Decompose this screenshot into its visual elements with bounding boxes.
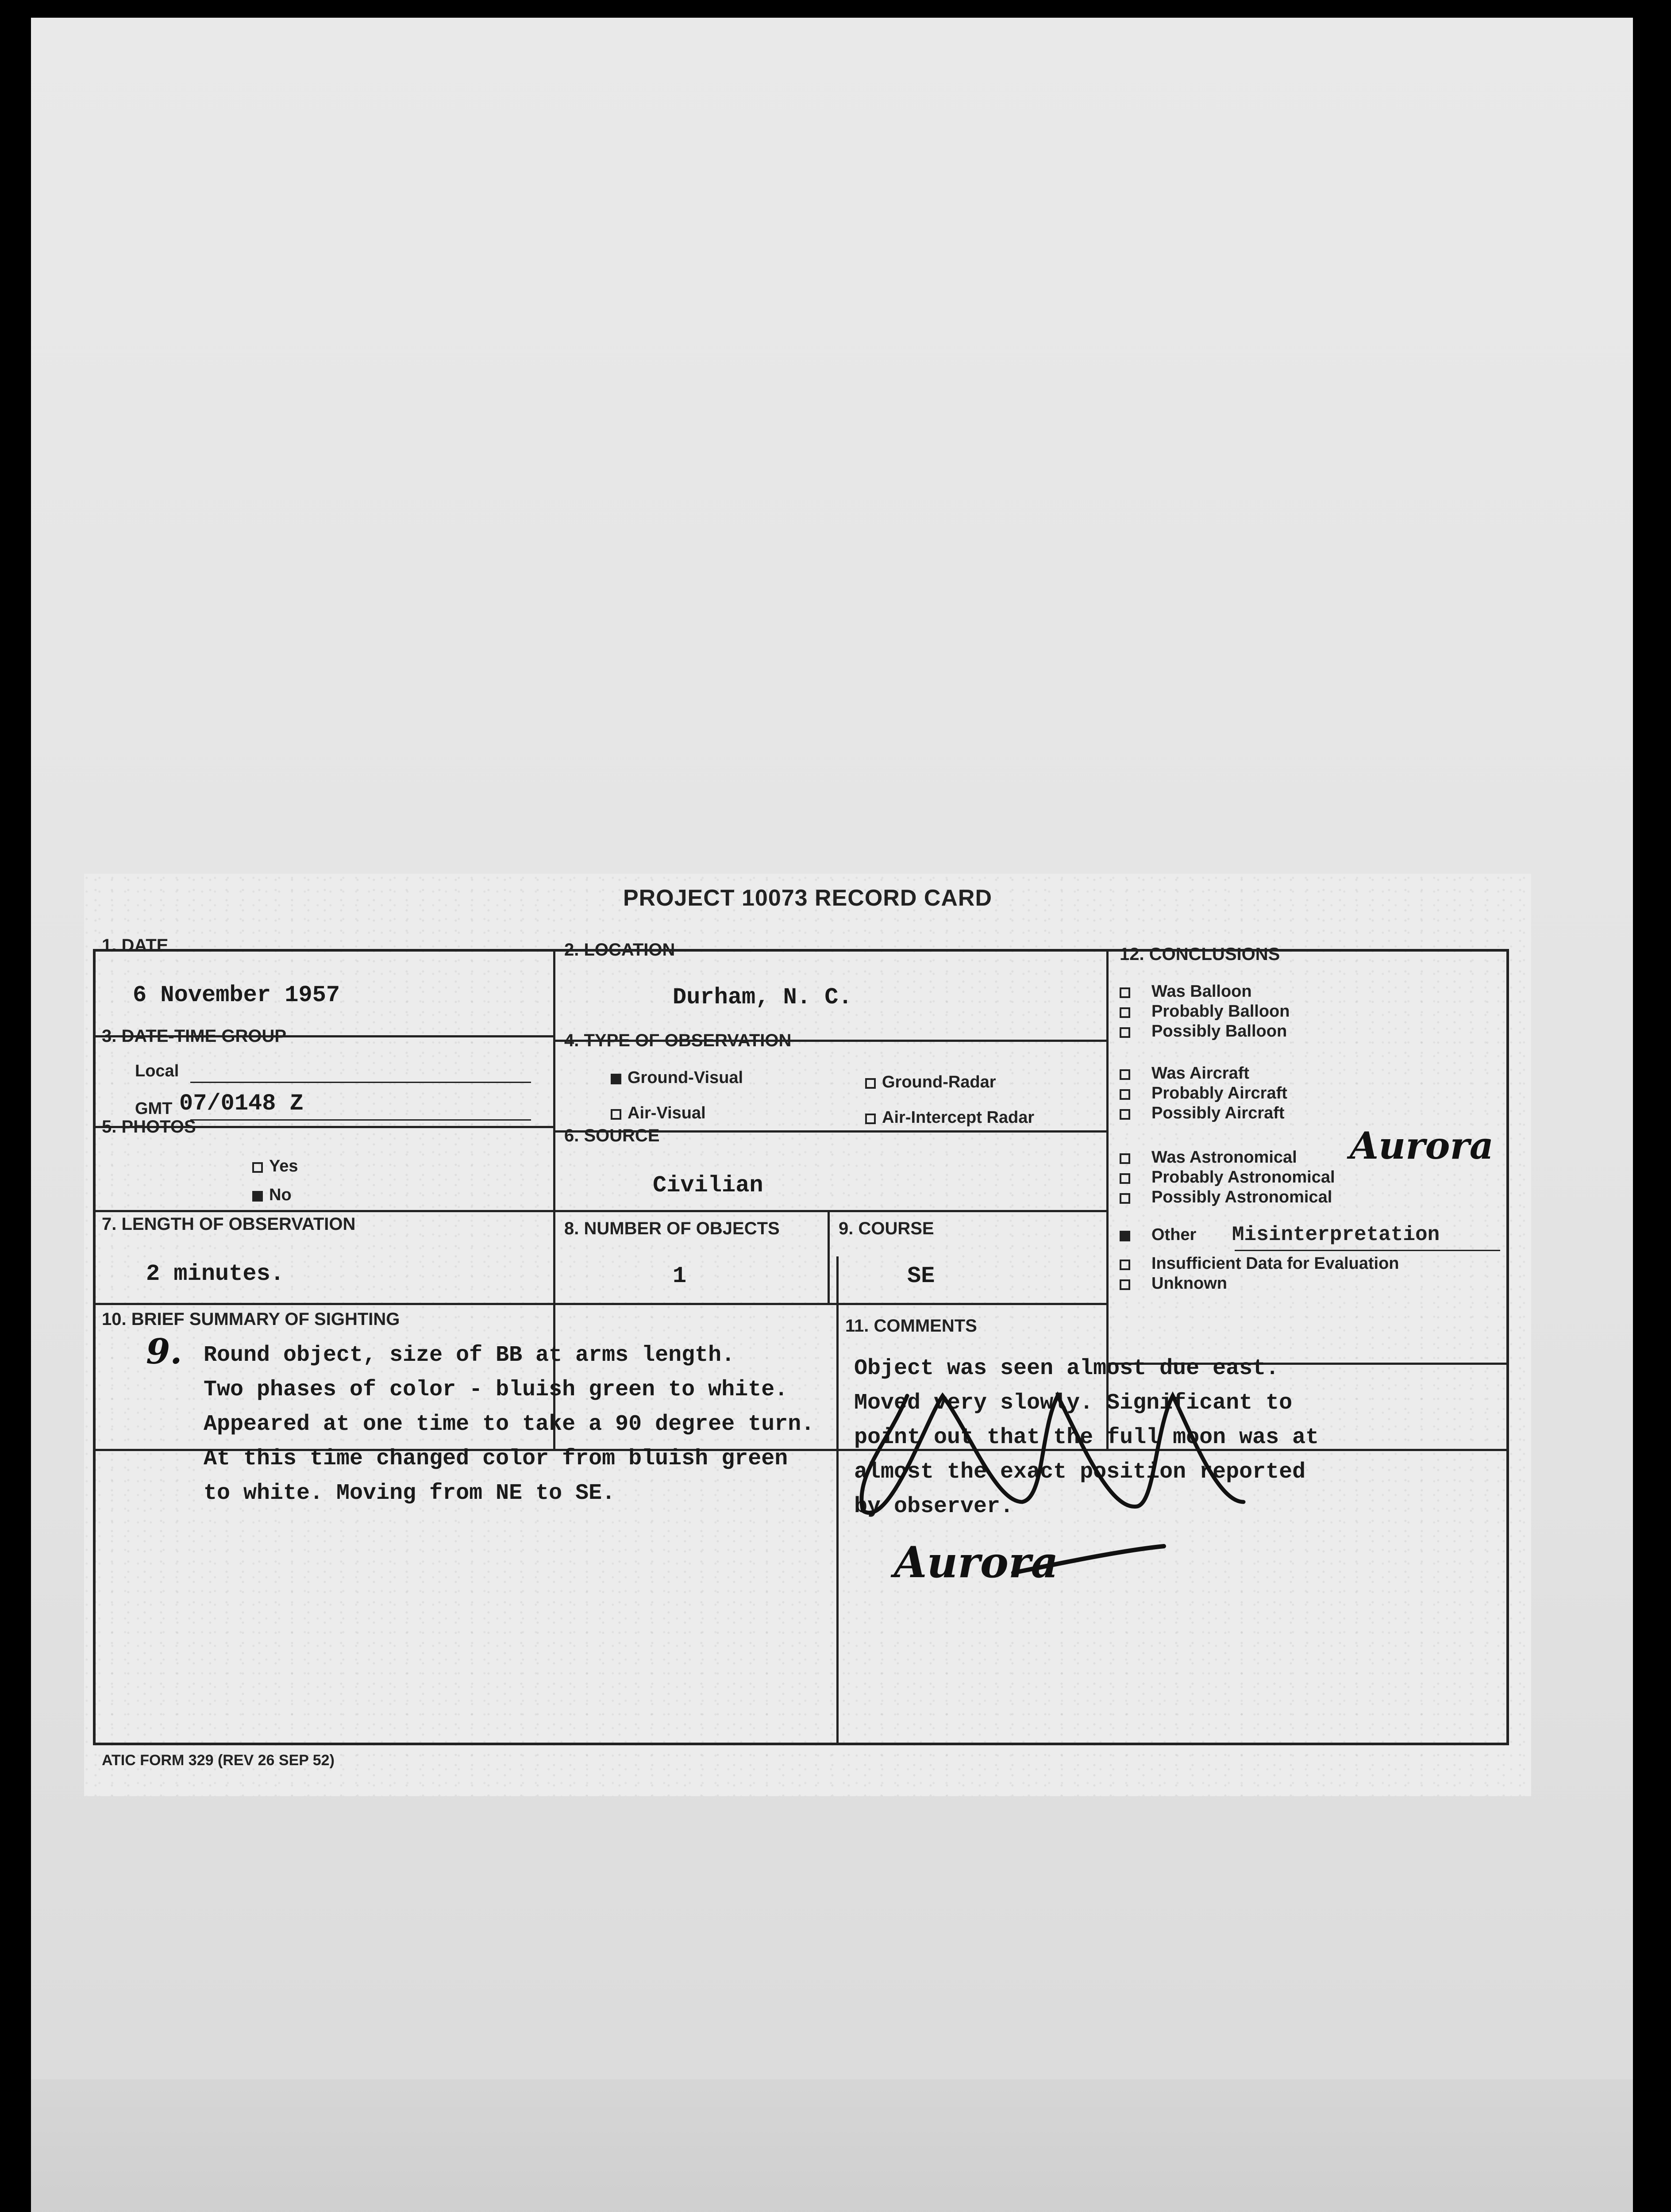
number-of-objects-label: 8. NUMBER OF OBJECTS <box>564 1219 780 1238</box>
date-time-group-label: 3. DATE-TIME GROUP <box>102 1026 287 1046</box>
checkbox <box>1120 1153 1130 1164</box>
conclusion-probably-aircraft: Probably Aircraft <box>1120 1084 1287 1103</box>
checkbox <box>865 1078 876 1089</box>
divider <box>93 1303 1106 1305</box>
card-title: PROJECT 10073 RECORD CARD <box>623 885 993 911</box>
checkbox <box>1120 1231 1130 1241</box>
conclusion-was-aircraft: Was Aircraft <box>1120 1064 1249 1083</box>
location-label: 2. LOCATION <box>564 940 675 960</box>
option-ground-radar: Ground-Radar <box>865 1073 996 1092</box>
course-label: 9. COURSE <box>839 1219 934 1238</box>
summary-margin-mark: 9. <box>146 1332 182 1372</box>
local-label: Local <box>135 1062 179 1080</box>
checkbox <box>1120 1069 1130 1080</box>
checkbox <box>1120 1089 1130 1100</box>
gmt-underline <box>190 1119 531 1121</box>
date-label: 1. DATE <box>102 936 169 955</box>
conclusion-possibly-astronomical: Possibly Astronomical <box>1120 1188 1332 1207</box>
option-air-visual: Air-Visual <box>611 1104 706 1123</box>
comments-line: Moved very slowly. Significant to <box>854 1390 1293 1416</box>
checkbox <box>1120 1173 1130 1184</box>
summary-line: At this time changed color from bluish green <box>204 1446 788 1471</box>
date-value: 6 November 1957 <box>133 982 340 1008</box>
brief-summary-label: 10. BRIEF SUMMARY OF SIGHTING <box>102 1310 400 1329</box>
checkbox <box>1120 1279 1130 1290</box>
checkbox <box>611 1074 621 1084</box>
summary-line: to white. Moving from NE to SE. <box>204 1481 616 1506</box>
checkbox <box>1120 1027 1130 1038</box>
source-value: Civilian <box>653 1172 763 1198</box>
comments-line: point out that the full moon was at <box>854 1425 1319 1450</box>
comments-line: by observer. <box>854 1494 1014 1519</box>
source-label: 6. SOURCE <box>564 1126 660 1145</box>
option-air-intercept-radar: Air-Intercept Radar <box>865 1108 1034 1127</box>
number-of-objects-value: 1 <box>673 1263 687 1289</box>
checkbox <box>1120 1260 1130 1270</box>
handwritten-scribble-marks <box>836 1343 1478 1617</box>
conclusions-label: 12. CONCLUSIONS <box>1120 945 1280 964</box>
length-of-observation-label: 7. LENGTH OF OBSERVATION <box>102 1214 356 1234</box>
record-card <box>84 874 1531 1796</box>
gmt-label: GMT <box>135 1099 173 1118</box>
page-lower-strip <box>31 2079 1633 2212</box>
local-underline <box>190 1082 531 1083</box>
divider <box>828 1210 830 1303</box>
photos-yes-option: Yes <box>252 1157 298 1176</box>
conclusion-possibly-balloon: Possibly Balloon <box>1120 1022 1287 1041</box>
conclusion-unknown: Unknown <box>1120 1274 1227 1293</box>
comments-line: Object was seen almost due east. <box>854 1356 1279 1381</box>
conclusion-other-note: Misinterpretation <box>1232 1223 1440 1246</box>
comments-handwritten-note: Aurora <box>894 1537 1059 1587</box>
checkbox <box>1120 1109 1130 1120</box>
summary-line: Appeared at one time to take a 90 degree turn. <box>204 1412 815 1437</box>
comments-line: almost the exact position reported <box>854 1459 1306 1485</box>
divider <box>93 1210 1106 1212</box>
checkbox <box>1120 1007 1130 1018</box>
summary-line: Two phases of color - bluish green to white. <box>204 1377 788 1402</box>
conclusions-handwritten-note: Aurora <box>1350 1124 1494 1167</box>
conclusion-other: Other Misinterpretation <box>1120 1223 1440 1246</box>
length-of-observation-value: 2 minutes. <box>146 1261 285 1287</box>
conclusion-possibly-aircraft: Possibly Aircraft <box>1120 1104 1285 1123</box>
photos-no-option: No <box>252 1186 292 1205</box>
conclusion-probably-astronomical: Probably Astronomical <box>1120 1168 1335 1187</box>
option-ground-visual: Ground-Visual <box>611 1068 743 1087</box>
brief-summary-text <box>204 1338 814 1511</box>
conclusion-insufficient-data: Insufficient Data for Evaluation <box>1120 1254 1399 1273</box>
comments-label: 11. COMMENTS <box>845 1316 977 1336</box>
summary-line: Round object, size of BB at arms length. <box>204 1343 735 1368</box>
checkbox <box>865 1114 876 1124</box>
checkbox <box>611 1109 621 1120</box>
checkbox <box>252 1162 263 1173</box>
checkbox <box>252 1191 263 1202</box>
photos-label: 5. PHOTOS <box>102 1117 196 1137</box>
other-underline <box>1235 1250 1500 1251</box>
course-value: SE <box>907 1263 935 1289</box>
location-value: Durham, N. C. <box>673 984 852 1010</box>
checkbox <box>1120 987 1130 998</box>
conclusion-probably-balloon: Probably Balloon <box>1120 1002 1290 1021</box>
observation-type-label: 4. TYPE OF OBSERVATION <box>564 1031 792 1050</box>
checkbox <box>1120 1193 1130 1204</box>
form-id: ATIC FORM 329 (REV 26 SEP 52) <box>102 1752 335 1769</box>
conclusion-was-astronomical: Was Astronomical <box>1120 1148 1297 1167</box>
conclusion-was-balloon: Was Balloon <box>1120 982 1252 1001</box>
gmt-value: 07/0148 Z <box>179 1091 304 1117</box>
